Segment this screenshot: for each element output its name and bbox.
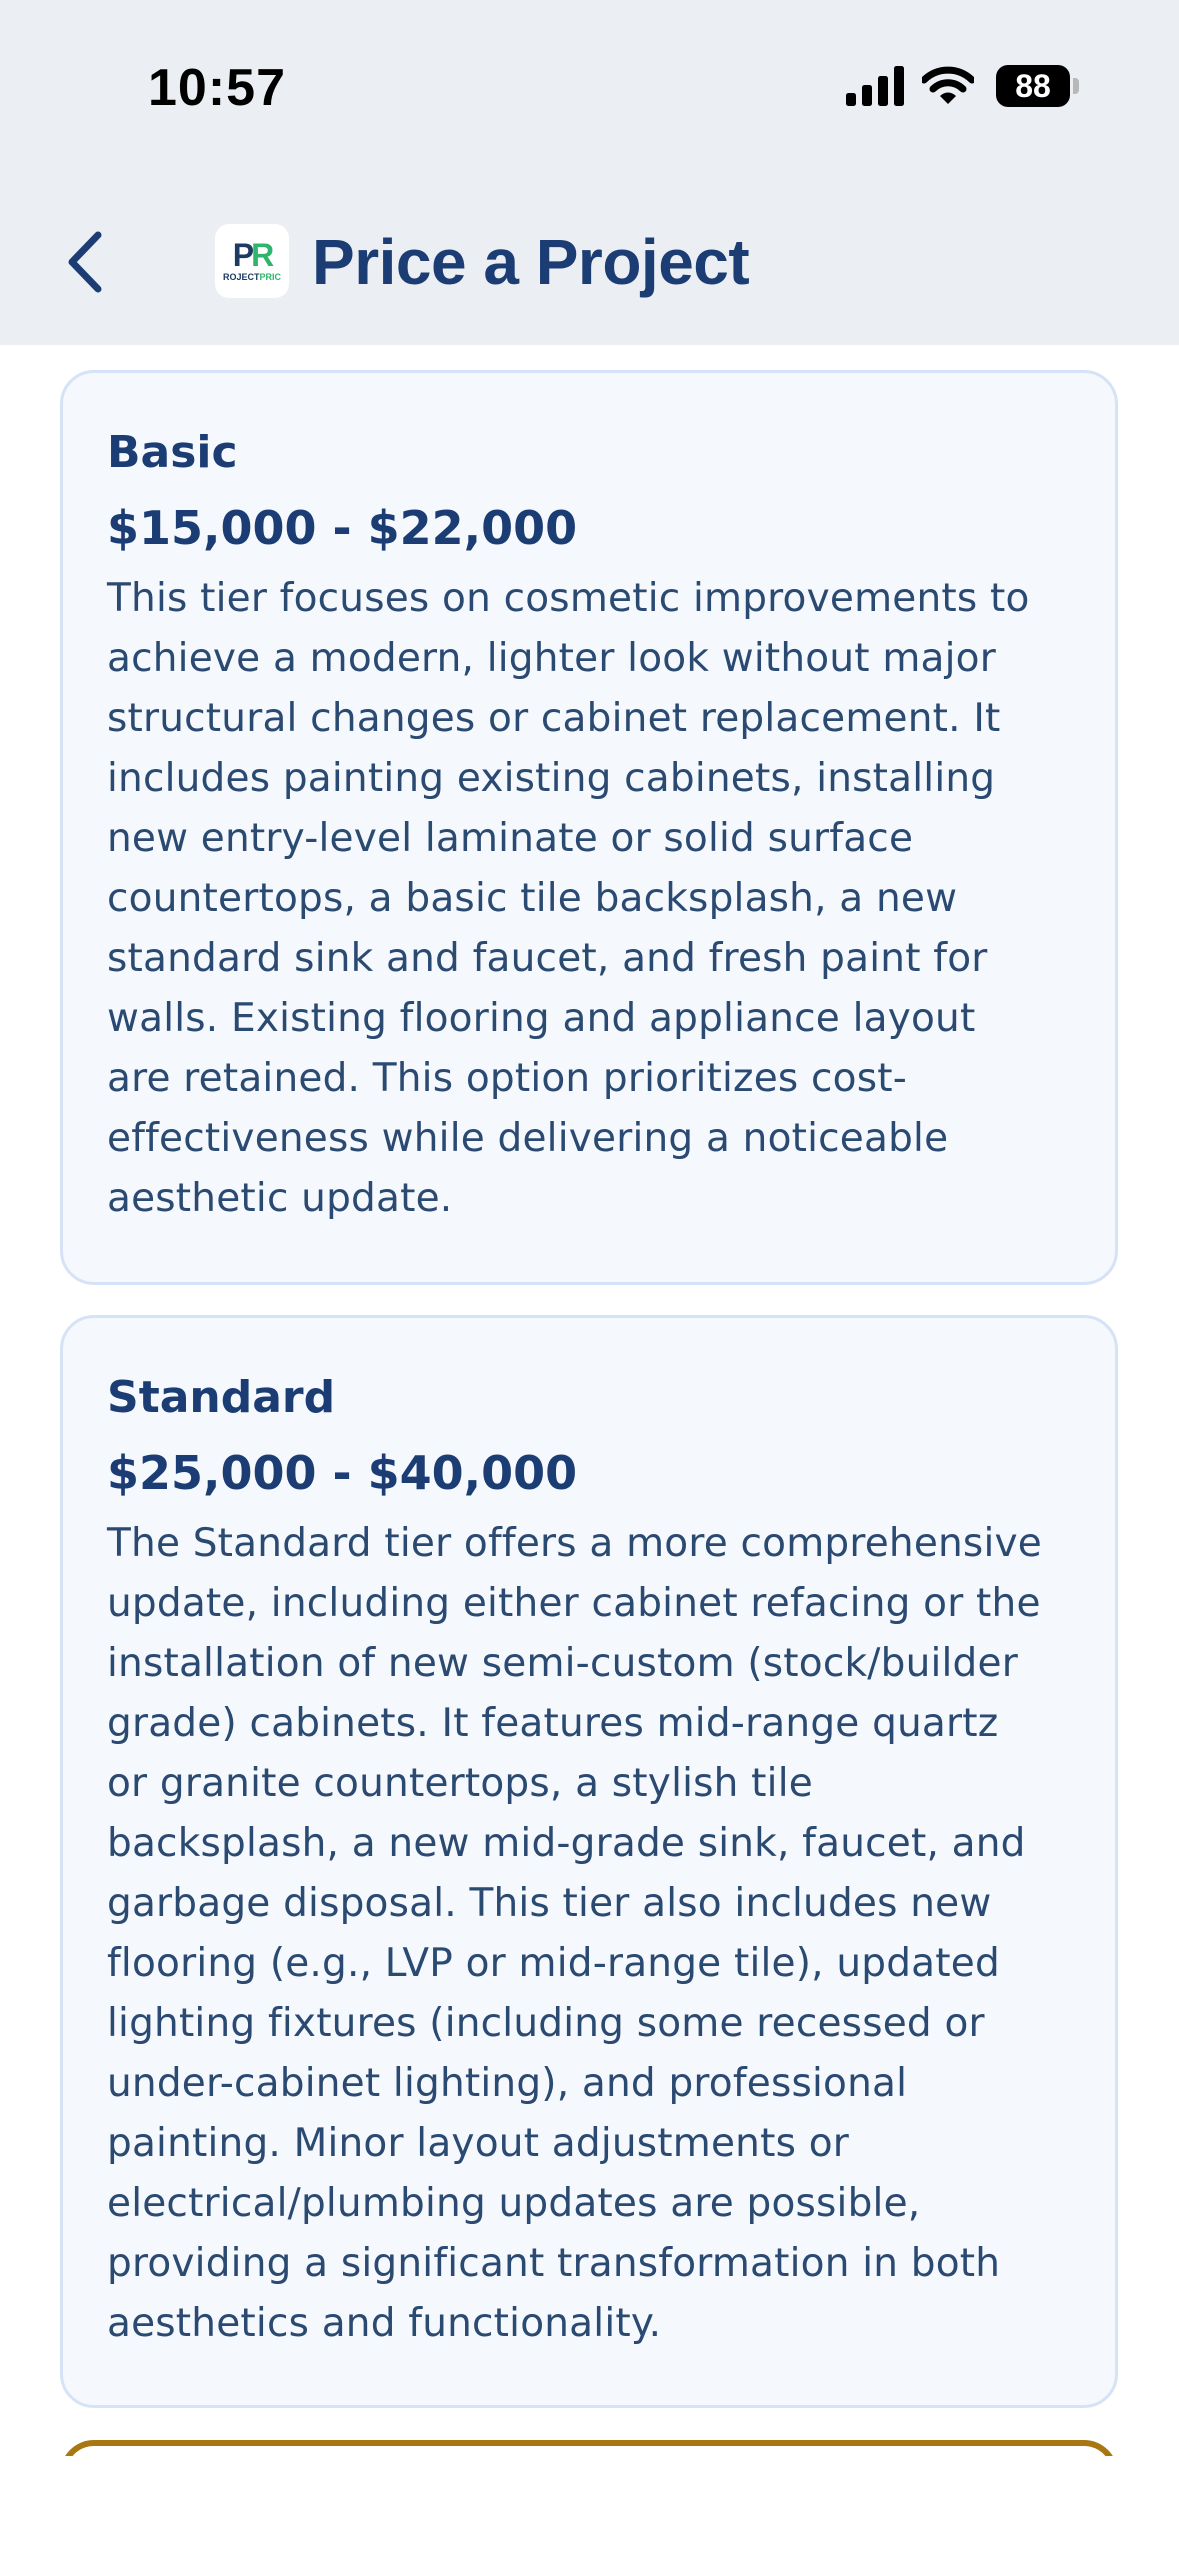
status-time: 10:57 — [148, 59, 286, 117]
back-button[interactable] — [52, 222, 116, 302]
description-line: grade) cabinets. It features mid-range quartz — [107, 1701, 999, 1746]
description-line: achieve a modern, lighter look without major — [107, 636, 996, 681]
chevron-left-icon — [64, 231, 104, 293]
logo-mark — [233, 239, 271, 271]
description-line: This tier focuses on cosmetic improvements to — [107, 576, 1030, 621]
description-line: update, including either cabinet refacing or the — [107, 1581, 1041, 1626]
description-line: under-cabinet lighting), and professional — [107, 2061, 908, 2106]
description-line: structural changes or cabinet replacement. It — [107, 696, 1001, 741]
description-line: lighting fixtures (including some recessed or — [107, 2001, 985, 2046]
description-line: are retained. This option prioritizes cost- — [107, 1056, 907, 1101]
tier-card-standard[interactable] — [60, 1315, 1118, 2408]
description-line: standard sink and faucet, and fresh paint for — [107, 936, 988, 981]
description-line: countertops, a basic tile backsplash, a new — [107, 876, 958, 921]
wifi-icon — [922, 66, 974, 106]
tier-card-basic[interactable] — [60, 370, 1118, 1285]
tier-title: Standard — [107, 1372, 336, 1423]
app-logo — [215, 224, 289, 298]
navigation-header — [0, 0, 1179, 345]
description-line: walls. Existing flooring and appliance layout — [107, 996, 976, 1041]
logo-mark-r: R — [251, 237, 272, 273]
cellular-signal-icon — [846, 66, 904, 106]
description-line: flooring (e.g., LVP or mid-range tile), updated — [107, 1941, 1000, 1986]
description-line: or granite countertops, a stylish tile — [107, 1761, 813, 1806]
battery-cap — [1073, 78, 1079, 94]
description-line: aesthetic update. — [107, 1176, 453, 1221]
logo-text-main: ROJECT — [222, 272, 260, 282]
description-line: effectiveness while delivering a noticeable — [107, 1116, 949, 1161]
logo-mark-p: P — [232, 237, 252, 273]
description-line: providing a significant transformation in both — [107, 2241, 1001, 2286]
tier-title: Basic — [107, 427, 238, 478]
tier-description — [107, 569, 1071, 1229]
bottom-safe-area — [0, 2456, 1179, 2556]
battery-icon — [996, 65, 1079, 107]
description-line: electrical/plumbing updates are possible, — [107, 2181, 921, 2226]
tier-price: $25,000 - $40,000 — [107, 1446, 578, 1500]
tier-price: $15,000 - $22,000 — [107, 501, 578, 555]
battery-level: 88 — [996, 65, 1070, 107]
status-icons — [846, 64, 1079, 108]
tier-description — [107, 1514, 1071, 2354]
description-line: new entry-level laminate or solid surface — [107, 816, 914, 861]
logo-text — [223, 271, 281, 283]
description-line: The Standard tier offers a more comprehensive — [107, 1521, 1042, 1566]
page-title: Price a Project — [312, 226, 750, 298]
description-line: painting. Minor layout adjustments or — [107, 2121, 850, 2166]
description-line: garbage disposal. This tier also includes new — [107, 1881, 992, 1926]
description-line: includes painting existing cabinets, installing — [107, 756, 996, 801]
description-line: backsplash, a new mid-grade sink, faucet, and — [107, 1821, 1026, 1866]
logo-text-accent: PRIC — [259, 272, 282, 282]
description-line: aesthetics and functionality. — [107, 2301, 662, 2346]
description-line: installation of new semi-custom (stock/builder — [107, 1641, 1018, 1686]
